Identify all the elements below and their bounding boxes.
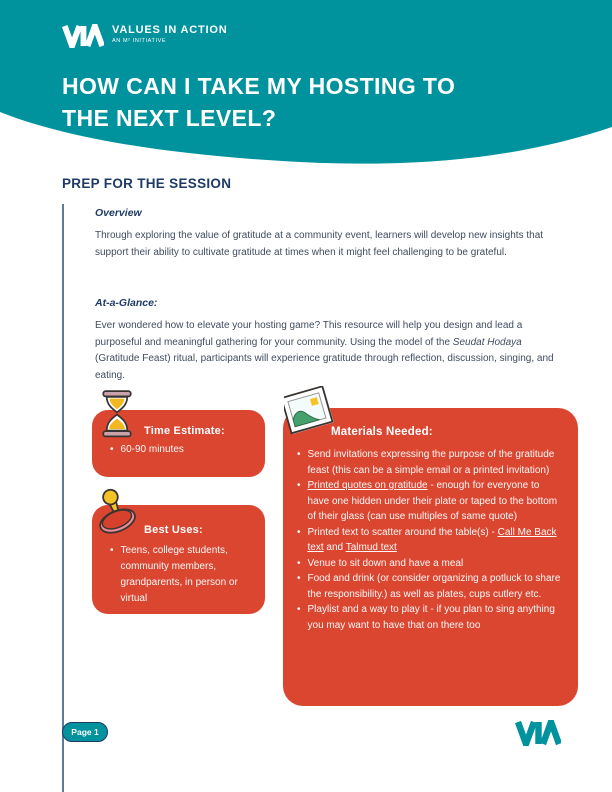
at-a-glance-heading: At-a-Glance: [95, 297, 158, 309]
list-item [297, 556, 562, 572]
list-item [110, 543, 257, 607]
at-a-glance-paragraph [95, 318, 555, 384]
bullet-dot: • [297, 604, 301, 615]
text-segment: Venue to sit down and have a meal [307, 557, 464, 569]
best-uses-heading: Best Uses: [144, 524, 203, 536]
materials-heading: Materials Needed: [331, 426, 433, 438]
best-uses-list [92, 543, 265, 607]
bullet-text [308, 478, 562, 525]
overview-heading: Overview [95, 207, 142, 219]
stamp-icon [90, 485, 142, 543]
inline-link[interactable]: Printed quotes on gratitude [307, 480, 428, 491]
text-segment: Food and drink (or consider organizing a potluck to share the responsibility.) as well as plates, cups cutlery etc. [307, 573, 561, 600]
bullet-dot: • [297, 573, 301, 584]
bullet-text [308, 602, 562, 633]
time-estimate-list [92, 442, 265, 457]
hourglass-icon [99, 390, 135, 438]
list-item [297, 571, 562, 602]
materials-list [283, 447, 578, 633]
text-segment: Printed text to scatter around the table(s) - [307, 526, 498, 538]
via-logo-footer-icon [515, 720, 561, 746]
bullet-text [308, 447, 562, 478]
picture-icon [284, 386, 336, 438]
bullet-dot: • [297, 480, 301, 491]
bullet-dot: • [297, 526, 301, 538]
bullet-text [308, 556, 562, 572]
left-rule [62, 204, 64, 792]
page-title-line2: THE NEXT LEVEL? [62, 105, 277, 131]
text-segment: Send invitations expressing the purpose of the gratitude feast (this can be a simple email or a printed invitation) [307, 449, 555, 476]
text-segment: Playlist and a way to play it - if you plan to sing anything you may want to have that on there too [307, 604, 555, 631]
logo-wordmark [112, 24, 227, 44]
text-segment: 60-90 minutes [120, 444, 184, 455]
overview-paragraph: Through exploring the value of gratitude at a community event, learners will develop new insights that support their ability to cultivate gratitude at times when it might feel challenging to be grateful. [95, 230, 544, 258]
bullet-text [121, 442, 257, 457]
list-item [297, 447, 562, 478]
page-title-line1: HOW CAN I TAKE MY HOSTING TO [62, 73, 456, 99]
logo-line1: VALUES IN ACTION [112, 24, 228, 36]
list-item [297, 478, 562, 525]
text-segment: Ever wondered how to elevate your hosting game? This resource will help you design and lead a purposeful and meaningful gathering for your community. Using the model of the [95, 320, 523, 348]
logo-line2: AN M² INITIATIVE [112, 38, 167, 44]
text-segment: and [323, 542, 346, 553]
list-item [110, 442, 257, 457]
bullet-text [308, 525, 562, 556]
bullet-text [308, 571, 562, 602]
bullet-dot: • [297, 449, 301, 460]
bullet-dot: • [297, 557, 301, 569]
bullet-text [121, 543, 257, 607]
text-segment: (Gratitude Feast) ritual, participants will experience gratitude through reflection, discussion, singing, and eating. [95, 353, 554, 381]
materials-card [283, 408, 578, 706]
inline-link[interactable]: Call Me Back text [307, 526, 557, 553]
time-estimate-heading: Time Estimate: [144, 425, 225, 437]
inline-link[interactable]: Talmud text [345, 542, 397, 553]
page-title [62, 70, 455, 134]
page-number-badge: Page 1 [62, 722, 108, 742]
via-logo-header [62, 24, 227, 48]
section-title: PREP FOR THE SESSION [62, 176, 232, 191]
list-item [297, 525, 562, 556]
text-segment: Seudat Hodaya [452, 336, 522, 348]
bullet-dot: • [110, 545, 114, 556]
list-item [297, 602, 562, 633]
text-segment: Teens, college students, community members, grandparents, in person or virtual [120, 545, 238, 604]
bullet-dot: • [110, 444, 114, 455]
via-logo-mark-icon [62, 24, 104, 48]
text-segment: - enough for everyone to have one hidden under their plate or taped to the bottom of their glass (can use multiples of same quote) [307, 480, 558, 522]
